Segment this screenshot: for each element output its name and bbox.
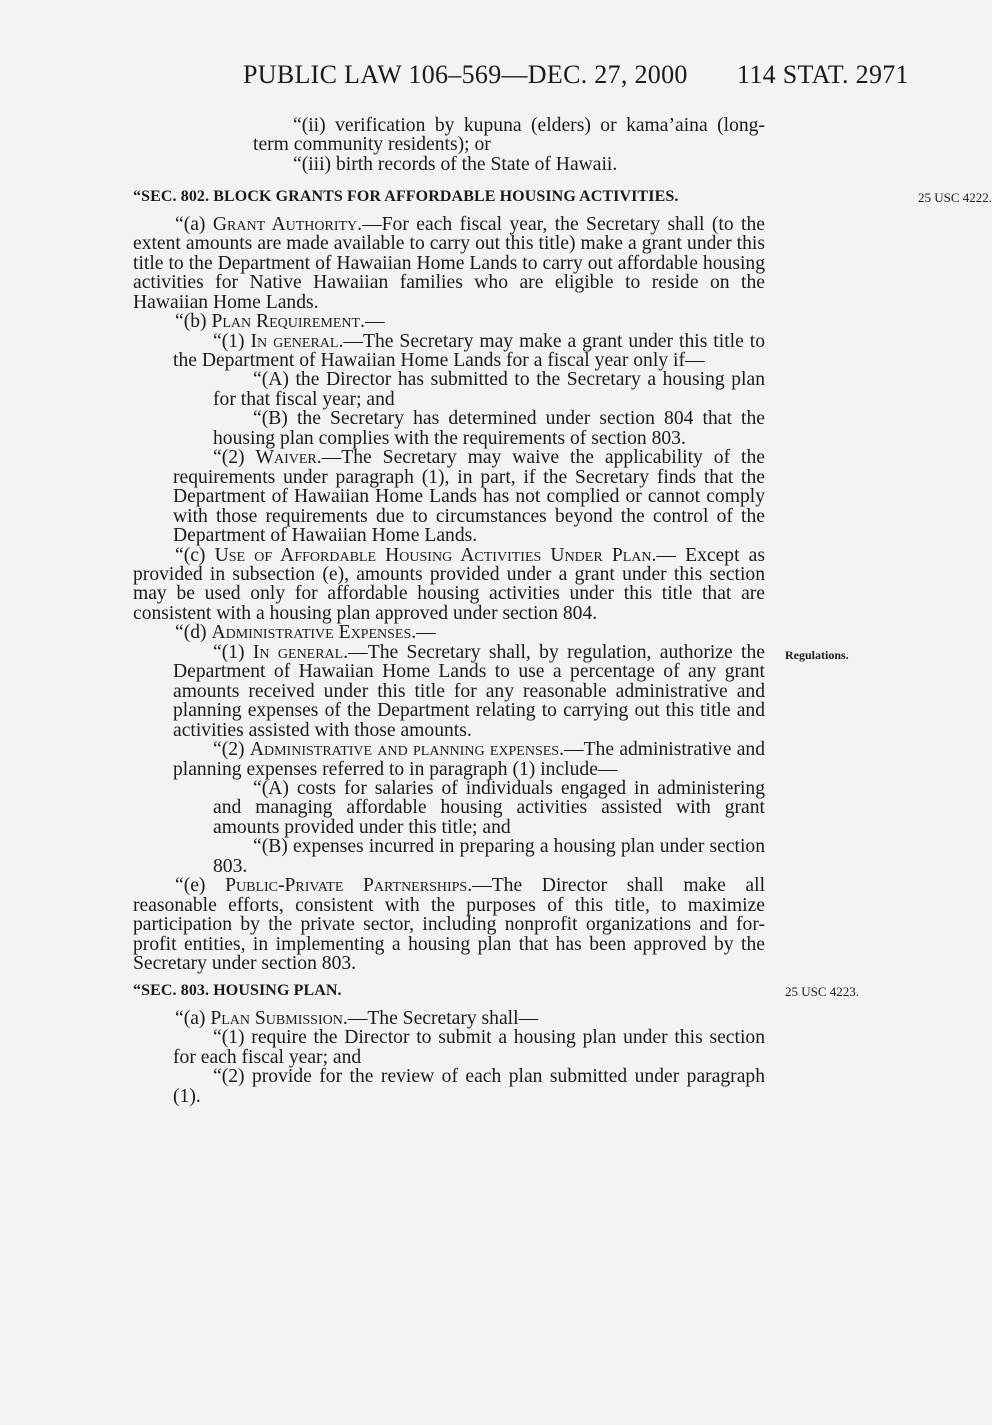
paragraph-d2-text: .—The administrative and planning expenses referred to in paragraph (1) include—: [173, 739, 765, 780]
regulations-margin-note: Regulations.: [785, 647, 849, 662]
subsection-803a-prefix: “(a): [175, 1007, 211, 1029]
subsection-c-text: .— Except as provided in subsection (e), amounts provided under a grant under this section may be used only for affordable housing activities under this title that are consistent with a housing plan approved under section 804.: [133, 544, 765, 624]
subparagraph-dB: “(B) expenses incurred in preparing a housing plan under section 803.: [213, 836, 765, 877]
subsection-a-text: .—For each fiscal year, the Secretary shall (to the extent amounts are made available to carry out this title) make a grant under this title to the Department of Hawaiian Home Lands to carry out affordable housing activities for Native Hawaiian families who are eligible to reside on the Hawaiian Home Lands.: [133, 213, 765, 313]
section-803-heading: [133, 981, 860, 1000]
subsection-803a-heading: Plan Submission: [210, 1007, 343, 1029]
subsection-b-heading: Plan Requirement: [211, 311, 361, 333]
subparagraph-bA: “(A) the Director has submitted to the Secretary a housing plan for that fiscal year; and: [213, 369, 765, 410]
subsection-b-dash: .—: [360, 311, 385, 333]
subsection-c-heading: Use of Affordable Housing Activities Under Plan: [214, 544, 652, 566]
page-header: [0, 60, 957, 100]
paragraph-b1-prefix: “(1): [213, 330, 251, 352]
subsection-a-prefix: “(a): [175, 213, 213, 235]
clause-iii: “(iii) birth records of the State of Hawaii.: [293, 153, 618, 175]
section-802-heading: [133, 187, 992, 206]
paragraph-b1-text: .—The Secretary may make a grant under this title to the Department of Hawaiian Home Lands for a fiscal year only if—: [173, 330, 765, 371]
subsection-b: [133, 312, 765, 331]
paragraph-803a2: “(2) provide for the review of each plan submitted under paragraph (1).: [173, 1066, 765, 1107]
paragraph-803a1: “(1) require the Director to submit a housing plan under this section for each fiscal year; and: [173, 1027, 765, 1068]
subsection-e-text: .—The Director shall make all reasonable efforts, consistent with the purposes of this title, to maximize participation by the private sector, including nonprofit organizations and for-profit entities, in implementing a housing plan that has been approved by the Secretary under section 803.: [133, 875, 766, 975]
header-title: PUBLIC LAW 106–569—DEC. 27, 2000: [243, 60, 688, 89]
section-802-title: “SEC. 802. BLOCK GRANTS FOR AFFORDABLE HOUSING ACTIVITIES.: [133, 188, 679, 206]
subsection-c: [133, 546, 765, 624]
clause-ii: “(ii) verification by kupuna (elders) or kama’aina (long-term community residents); or: [253, 115, 765, 156]
section-803-citation: 25 USC 4223.: [785, 984, 860, 1000]
subsection-b-prefix: “(b): [175, 311, 212, 333]
paragraph-b1: [133, 332, 765, 371]
paragraph-d1-heading: In general: [252, 641, 344, 663]
paragraph-b2-heading: Waiver: [255, 447, 317, 469]
subsection-e-heading: Public-Private Partnerships: [225, 875, 468, 897]
document-body: [133, 115, 992, 1107]
subsection-e-prefix: “(e): [175, 875, 226, 897]
paragraph-b2: [133, 448, 765, 545]
subsection-c-prefix: “(c): [175, 544, 215, 566]
paragraph-b1-heading: In general: [250, 330, 339, 352]
paragraph-b2-prefix: “(2): [213, 447, 256, 469]
subsection-e: [133, 876, 765, 973]
subsection-d-heading: Administrative Expenses: [211, 622, 412, 644]
paragraph-d2: [133, 740, 765, 779]
subsection-803a-text: .—The Secretary shall—: [342, 1007, 539, 1029]
subsection-d-prefix: “(d): [175, 622, 212, 644]
paragraph-d1-prefix: “(1): [213, 641, 253, 663]
section-802-citation: 25 USC 4222.: [918, 190, 992, 206]
subsection-a: [133, 215, 765, 312]
paragraph-d2-heading: Administrative and planning expenses: [249, 739, 560, 761]
subparagraph-bB: “(B) the Secretary has determined under section 804 that the housing plan complies with the requirements of section 803.: [213, 408, 765, 449]
subsection-d: [133, 623, 765, 642]
subparagraph-dA: “(A) costs for salaries of individuals engaged in administering and managing affordable housing activities assisted with grant amounts provided under this title; and: [213, 777, 765, 838]
paragraph-b2-text: .—The Secretary may waive the applicability of the requirements under paragraph (1), in part, if the Secretary finds that the Department of Hawaiian Home Lands has not complied or cannot comply with those requirements due to circumstances beyond the control of the Department of Hawaiian Home Lands.: [173, 447, 765, 547]
paragraph-d1: [133, 641, 849, 741]
subsection-803a: [133, 1009, 765, 1028]
subsection-d-dash: .—: [411, 622, 436, 644]
subsection-a-heading: Grant Authority: [212, 213, 358, 235]
section-803-title: “SEC. 803. HOUSING PLAN.: [133, 982, 342, 1000]
paragraph-d2-prefix: “(2): [213, 739, 250, 761]
paragraph-d1-text: .—The Secretary shall, by regulation, authorize the Department of Hawaiian Home Lands to use a percentage of any grant amounts received under this title for any reasonable administrative and planning expenses of the Department relating to carrying out this title and activities assisted with those amounts.: [173, 641, 765, 741]
header-page-number: 114 STAT. 2971: [737, 60, 909, 89]
